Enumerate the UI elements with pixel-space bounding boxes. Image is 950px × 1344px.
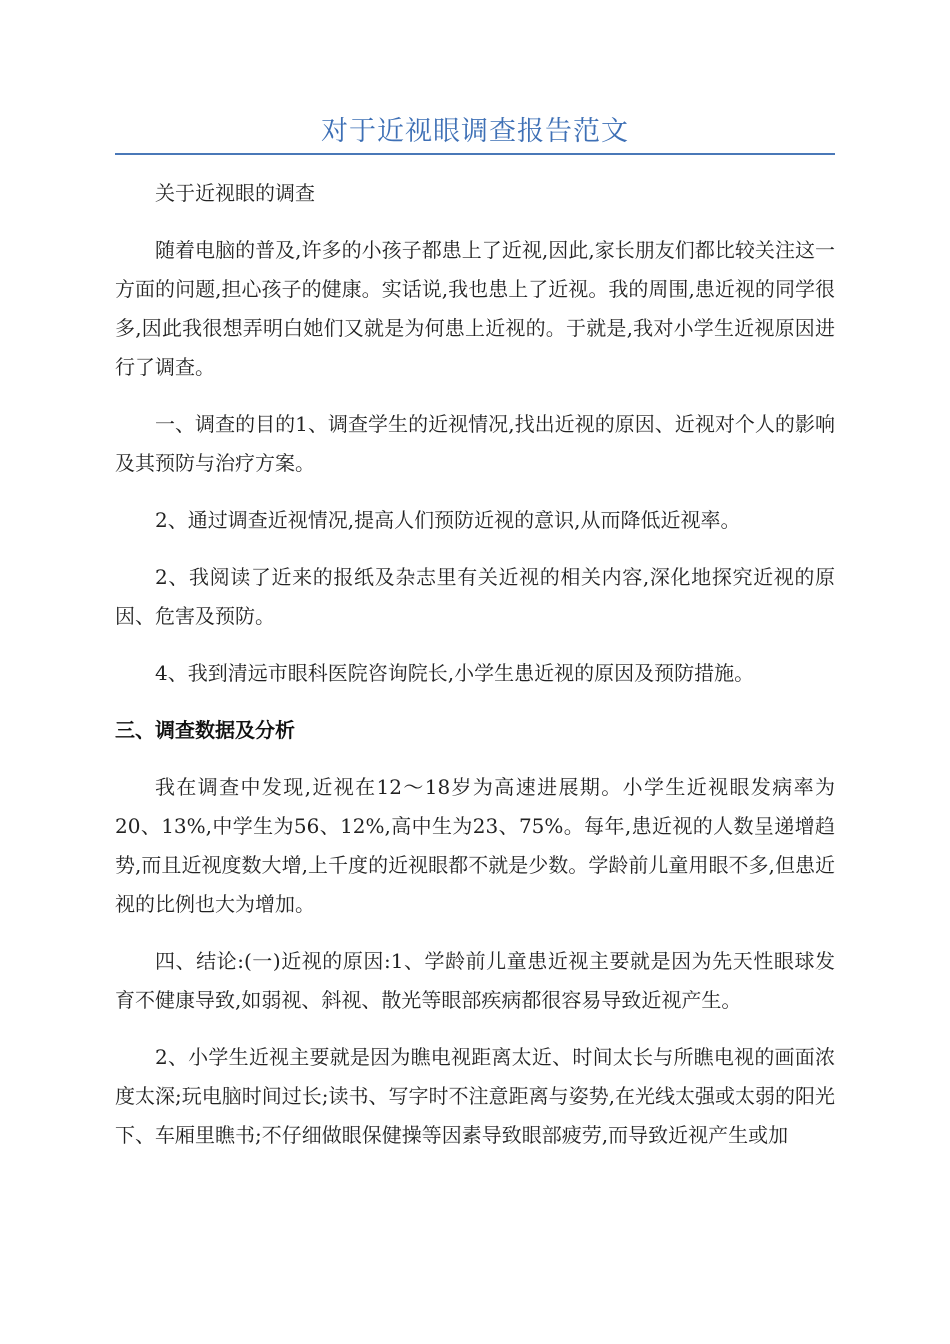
paragraph-method-4: 4、我到清远市眼科医院咨询院长,小学生患近视的原因及预防措施。 <box>155 661 755 685</box>
paragraph-subtitle: 关于近视眼的调查 <box>155 181 315 205</box>
paragraph-conclusion-1: 四、结论:(一)近视的原因:1、学龄前儿童患近视主要就是因为先天性眼球发育不健康导致,如弱视、斜视、散光等眼部疾病都很容易导致近视产生。 <box>115 949 835 1012</box>
paragraph-data-findings: 我在调查中发现,近视在12～18岁为高速进展期。小学生近视眼发病率为20、13%,中学生为56、12%,高中生为23、75%。每年,患近视的人数呈递增趋势,而且近视度数大增,上千度的近视眼都不就是少数。学龄前儿童用眼不多,但患近视的比例也大为增加。 <box>115 775 835 916</box>
title-underline <box>115 153 835 155</box>
document-title: 对于近视眼调查报告范文 <box>321 116 629 147</box>
paragraph-intro: 随着电脑的普及,许多的小孩子都患上了近视,因此,家长朋友们都比较关注这一方面的问题,担心孩子的健康。实话说,我也患上了近视。我的周围,患近视的同学很多,因此我很想弄明白她们又就是为何患上近视的。于就是,我对小学生近视原因进行了调查。 <box>115 238 835 379</box>
paragraph-conclusion-2: 2、小学生近视主要就是因为瞧电视距离太近、时间太长与所瞧电视的画面浓度太深;玩电脑时间过长;读书、写字时不注意距离与姿势,在光线太强或太弱的阳光下、车厢里瞧书;不仔细做眼保健操等因素导致眼部疲劳,而导致近视产生或加 <box>115 1045 835 1147</box>
paragraph-purpose-1: 一、调查的目的1、调查学生的近视情况,找出近视的原因、近视对个人的影响及其预防与治疗方案。 <box>115 412 835 475</box>
paragraph-method-2: 2、我阅读了近来的报纸及杂志里有关近视的相关内容,深化地探究近视的原因、危害及预防。 <box>115 565 835 628</box>
section-heading-data-analysis: 三、调查数据及分析 <box>115 718 295 742</box>
paragraph-purpose-2: 2、通过调查近视情况,提高人们预防近视的意识,从而降低近视率。 <box>155 508 741 532</box>
document-body <box>115 174 835 1173</box>
